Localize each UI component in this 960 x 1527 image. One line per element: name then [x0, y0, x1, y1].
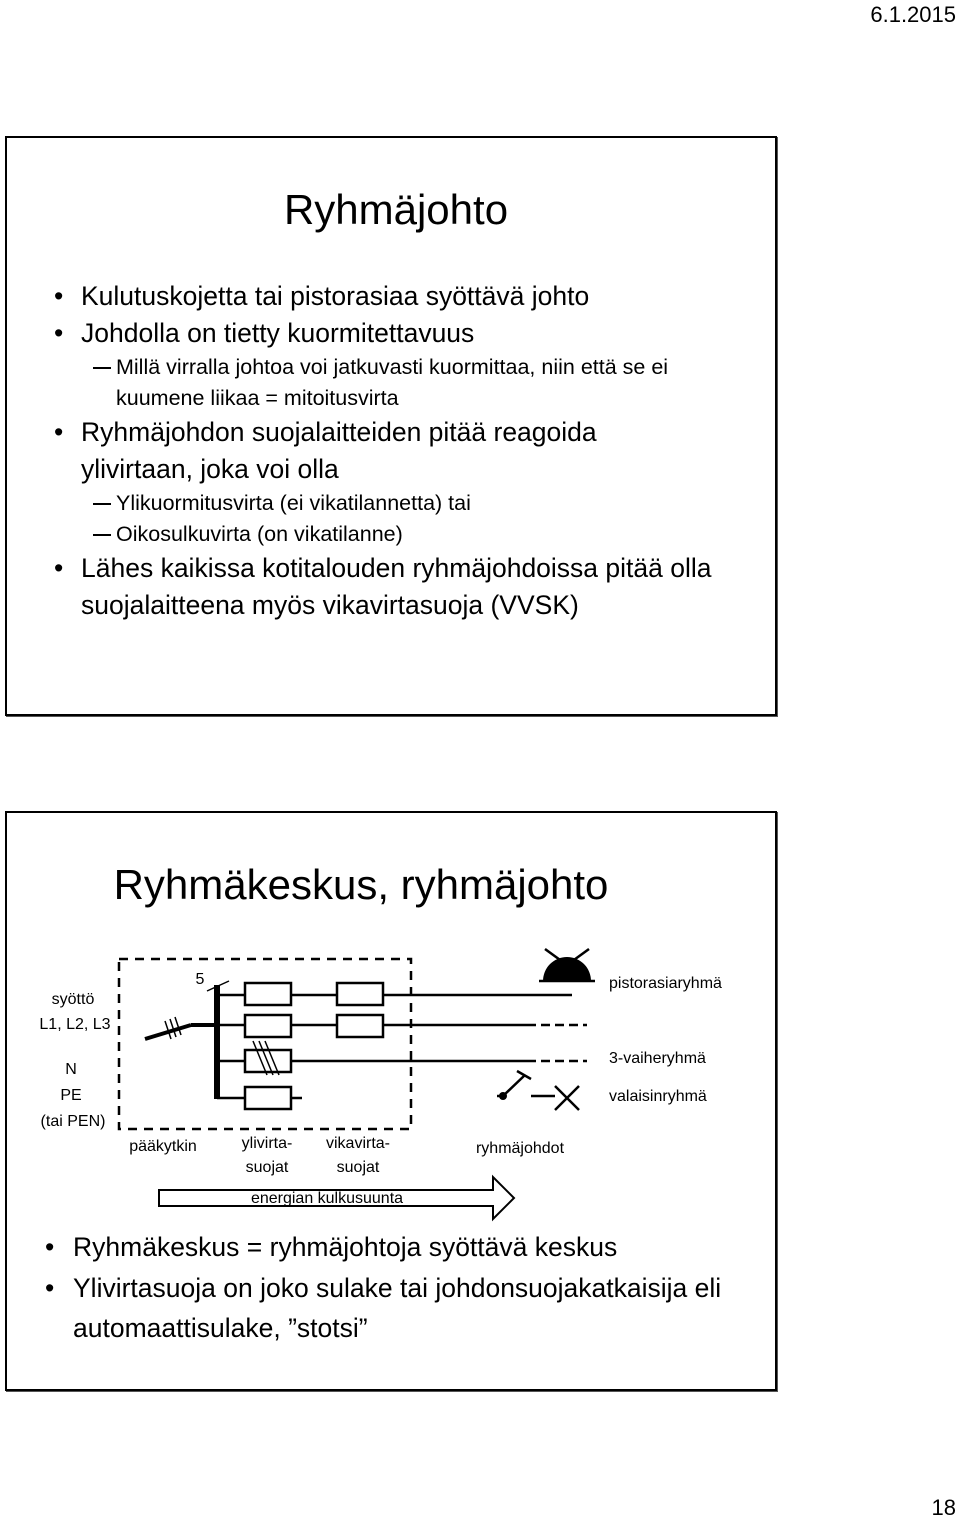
sub-bullet-item: Ylikuormitusvirta (ei vikatilannetta) tai — [7, 488, 767, 519]
slide-title: Ryhmäjohto — [283, 186, 509, 233]
label-vikavirta-1: vikavirta- — [325, 1135, 391, 1152]
bullet-item: • Ylivirtasuoja on joko sulake tai johdonsuojakatkaisija eli automaattisulake, ”stotsi” — [7, 1268, 767, 1348]
page-date: 6.1.2015 — [870, 2, 956, 27]
label-vikavirta-2: suojat — [336, 1159, 380, 1176]
residual-current-device — [337, 983, 383, 1005]
bullet-list — [7, 278, 767, 624]
page-number: 18 — [931, 1495, 956, 1520]
overcurrent-protector — [245, 1087, 291, 1109]
overcurrent-protector — [245, 983, 291, 1005]
bullet-item: • Ryhmäjohdon suojalaitteiden pitää reagoida ylivirtaan, joka voi olla — [7, 414, 767, 488]
sub-bullet-item: Oikosulkuvirta (on vikatilanne) — [7, 519, 767, 550]
bullet-item: • Kulutuskojetta tai pistorasiaa syöttävä johto — [7, 278, 767, 315]
bullet-item: • Lähes kaikissa kotitalouden ryhmäjohdoissa pitää olla suojalaitteena myös vikavirtasuoja (VVSK) — [7, 550, 767, 624]
slide-ryhmakeskus — [5, 811, 777, 1391]
distribution-board-diagram — [7, 813, 775, 1233]
label-ryhmajohdot: ryhmäjohdot — [475, 1140, 565, 1157]
bullet-list — [7, 1226, 767, 1348]
sub-bullet-item: Millä virralla johtoa voi jatkuvasti kuormittaa, niin että se ei kuumene liikaa = mitoitusvirta — [7, 352, 767, 414]
label-phases: L1, L2, L3 — [39, 1016, 111, 1033]
label-n: N — [65, 1061, 77, 1078]
label-paakytkin: pääkytkin — [129, 1138, 197, 1155]
label-syotto: syöttö — [51, 991, 95, 1008]
label-energia: energian kulkusuunta — [250, 1190, 404, 1207]
slide-ryhmajohto — [5, 136, 777, 716]
label-pe: PE — [60, 1087, 82, 1104]
label-valaisinryhma: valaisinryhmä — [609, 1088, 707, 1105]
overcurrent-protector — [245, 1015, 291, 1037]
label-ylivirta-2: suojat — [245, 1159, 289, 1176]
light-switch — [503, 1075, 525, 1096]
slide-title: Ryhmäkeskus, ryhmäjohto — [113, 861, 609, 908]
label-3-vaiheryhma: 3-vaiheryhmä — [609, 1050, 706, 1067]
label-ylivirta-1: ylivirta- — [241, 1135, 293, 1152]
label-five: 5 — [195, 971, 205, 988]
residual-current-device — [337, 1015, 383, 1037]
bullet-item: • Ryhmäkeskus = ryhmäjohtoja syöttävä keskus — [7, 1226, 767, 1268]
label-pistorasiaryhma: pistorasiaryhmä — [609, 975, 722, 992]
bullet-item: • Johdolla on tietty kuormitettavuus — [7, 315, 767, 352]
label-tai-pen: (tai PEN) — [40, 1113, 106, 1130]
